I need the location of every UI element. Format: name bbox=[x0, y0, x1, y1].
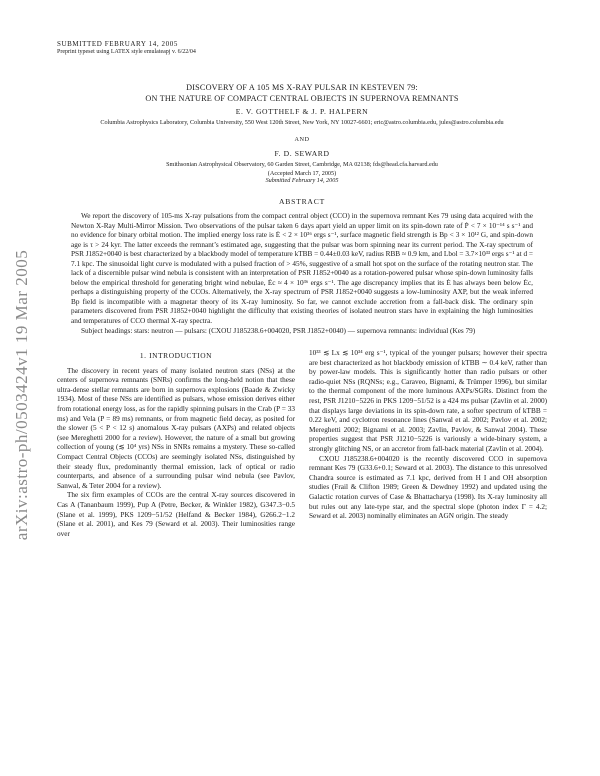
submitted-date-italic: Submitted February 14, 2005 bbox=[265, 177, 339, 184]
intro-paragraph-2: The six firm examples of CCOs are the central X-ray sources discovered in Cas A (Tananbaum 1999), Pup A (Petre, Becker, & Winkler 1982), G347.3−0.5 (Slane et al. 1999), PKS 1209−51/52 (Helfand & Becker 1984), G266.2−1.2 (Slane et al. 2001), and Kes 79 (Seward et al. 2003). Their luminosities range over bbox=[57, 491, 295, 538]
left-column bbox=[57, 349, 295, 539]
arxiv-identifier-stamp bbox=[0, 0, 40, 776]
and-separator: AND bbox=[294, 136, 310, 143]
affiliation-columbia: Columbia Astrophysics Laboratory, Columbia University, 550 West 120th Street, New York, NY 10027-6601; eric@astro.columbia.edu, jules@astro.columbia.edu bbox=[100, 119, 504, 126]
intro-paragraph-3: CXOU J185238.6+004020 is the recently discovered CCO in supernova remnant Kes 79 (G33.6+0.1; Seward et al. 2003). The distance to this unresolved Chandra source is estimated as 7.1 kpc, derived from H I and OH absorption studies (Frail & Clifton 1989; Green & Dewdney 1992) and updated using the Galactic rotation curves of Case & Bhattacharya (1998). Its X-ray luminosity all but rules out any late-type star, and the spectral slope (photon index Γ = 4.2; Seward et al. 2003) nominally eliminates an AGN origin. The steady bbox=[309, 454, 547, 521]
arxiv-id-text: arXiv:astro-ph/0503424v1 19 Mar 2005 bbox=[12, 249, 31, 541]
section-heading-introduction: 1. INTRODUCTION bbox=[139, 351, 213, 361]
affiliation-sao: Smithsonian Astrophysical Observatory, 60 Garden Street, Cambridge, MA 02138; fds@head.cfa.harvard.edu bbox=[166, 161, 438, 168]
author-list: E. V. GOTTHELF & J. P. HALPERN bbox=[235, 107, 369, 116]
author-seward: F. D. SEWARD bbox=[274, 149, 330, 158]
right-column bbox=[309, 349, 547, 539]
paper-title bbox=[57, 83, 547, 104]
subject-headings: Subject headings: stars: neutron — pulsars: (CXOU J185238.6+004020, PSR J1852+0040) — supernova remnants: individual (Kes 79) bbox=[81, 326, 476, 335]
abstract-heading: ABSTRACT bbox=[278, 197, 326, 206]
intro-paragraph-1: The discovery in recent years of many isolated neutron stars (NSs) at the centers of supernova remnants (SNRs) confirms the long-held notion that these ultra-dense stellar remnants are born in supernova explosions (Baade & Zwicky 1934). Most of these NSs are identified as pulsars, whose emission derives either from rotational energy loss, as for the rapidly spinning pulsars in the Crab (P = 33 ms) and Vela (P = 89 ms) remnants, or from magnetic field decay, as posited for the slower (5 < P < 12 s) anomalous X-ray pulsars (AXPs) and related objects (see Mereghetti 2000 for a review). However, the nature of a small but growing collection of young (≲ 10⁴ yrs) NSs in SNRs remains a mystery. These so-called Compact Central Objects (CCOs) are seemingly isolated NSs, distinguished by their steady flux, predominantly thermal emission, lack of optical or radio counterparts, and absence of a surrounding pulsar wind nebula (see Pavlov, Sanwal, & Teter 2004 for a review). bbox=[57, 366, 295, 490]
preprint-note: Preprint typeset using LATEX style emulateapj v. 6/22/04 bbox=[57, 49, 196, 55]
body-columns bbox=[57, 349, 547, 539]
paper-page bbox=[57, 40, 547, 539]
abstract-text: We report the discovery of 105-ms X-ray pulsations from the compact central object (CCO) in the supernova remnant Kes 79 using data acquired with the Newton X-Ray Multi-Mirror Mission. Two observations of the pulsar taken 6 days apart yield an upper limit on its spin-down rate of Ṗ < 7 × 10⁻¹⁴ s s⁻¹ and no evidence for binary orbital motion. The implied energy loss rate is Ė < 2 × 10³⁶ ergs s⁻¹, surface magnetic field strength is Bp < 3 × 10¹² G, and spin-down age is τ > 24 kyr. The latter exceeds the remnant’s estimated age, suggesting that the pulsar was born spinning near its current period. The X-ray spectrum of PSR J1852+0040 is best characterized by a blackbody model of temperature kTBB = 0.44±0.03 keV, radius RBB ≈ 0.9 km, and Lbol = 3.7×10³³ ergs s⁻¹ at d = 7.1 kpc. The sinusoidal light curve is modulated with a pulsed fraction of > 45%, suggestive of a small hot spot on the surface of the rotating neutron star. The lack of a discernible pulsar wind nebula is consistent with an interpretation of PSR J1852+0040 as a rotation-powered pulsar whose spin-down luminosity falls below the empirical threshold for generating bright wind nebulae, Ėc ≈ 4 × 10³⁶ ergs s⁻¹. The age discrepancy implies that its Ė has always been below Ėc, perhaps a distinguishing property of the CCOs. Alternatively, the X-ray spectrum of PSR J1852+0040 suggests a low-luminosity AXP, but the weak inferred Bp field is incompatible with a magnetar theory of its X-ray luminosity. So far, we cannot exclude accretion from a fall-back disk. The ordinary spin parameters discovered from PSR J1852+0040 highlight the difficulty that existing theories of isolated neutron stars have in explaining the high luminosities and temperatures of CCO thermal X-ray spectra. bbox=[71, 212, 533, 326]
title-line-1: DISCOVERY OF A 105 MS X-RAY PULSAR IN KESTEVEN 79: bbox=[186, 83, 418, 92]
accepted-date: (Accepted March 17, 2005) bbox=[267, 170, 337, 177]
submitted-date: SUBMITTED FEBRUARY 14, 2005 bbox=[57, 40, 178, 48]
intro-paragraph-2-continued: 10³³ ≲ Lx ≲ 10³⁴ erg s⁻¹, typical of the younger pulsars; however their spectra are best characterized as hot blackbody emission of kTBB ∼ 0.4 keV, rather than by power-law models. This is significantly hotter than radio pulsars or other radio-quiet NSs (RQNSs; e.g., Caraveo, Bignami, & Trümper 1996), but similar to the thermal component of the more luminous AXPs/SGRs. Distinct from the rest, PSR J1210−5226 in PKS 1209−51/52 is a 424 ms pulsar (Zavlin et al. 2000) that displays large deviations in its spin-down rate, a softer spectrum of kTBB = 0.22 keV, and cyclotron resonance lines (Sanwal et al. 2002; Pavlov et al. 2002; Mereghetti 2002; Bignami et al. 2003; Zavlin, Pavlov, & Sanwal 2004). These properties suggest that PSR J1210−5226 is variously a wide-binary system, a strongly glitching NS, or an accretor from fall-back material (Zavlin et al. 2004). bbox=[309, 349, 547, 454]
title-line-2: ON THE NATURE OF COMPACT CENTRAL OBJECTS IN SUPERNOVA REMNANTS bbox=[145, 93, 459, 103]
publication-dates bbox=[57, 170, 547, 184]
